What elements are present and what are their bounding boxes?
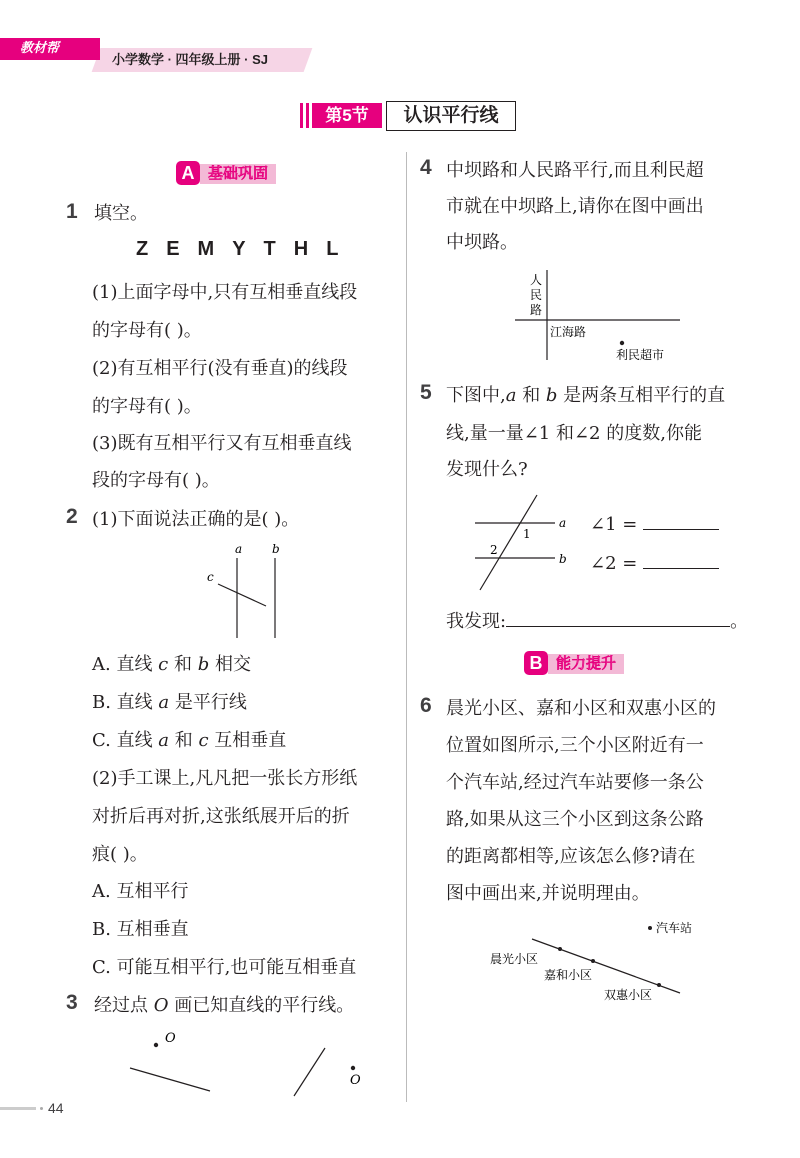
label-b: b <box>559 552 567 566</box>
section-title: 认识平行线 <box>386 101 516 131</box>
q2-lines-figure <box>200 538 290 642</box>
store-point <box>620 341 624 345</box>
station-point <box>648 926 652 930</box>
q6-line: 个汽车站,经过汽车站要修一条公 <box>446 772 704 793</box>
community-3-label: 双惠小区 <box>604 988 653 1002</box>
q5-number: 5 <box>420 381 432 404</box>
label-a: a <box>559 516 567 530</box>
q2-part1: (1)下面说法正确的是( )。 <box>92 509 300 530</box>
footer-bar <box>0 1107 36 1110</box>
community-1-point <box>558 947 562 951</box>
q4-line: 市就在中坝路上,请你在图中画出 <box>446 196 704 217</box>
part-a-letter: A <box>176 161 200 185</box>
q1-line: (1)上面字母中,只有互相垂直线段 <box>92 282 358 303</box>
q2-option: C. 可能互相平行,也可能互相垂直 <box>92 957 357 978</box>
store-label: 利民超市 <box>616 348 665 362</box>
point-o-2 <box>351 1066 355 1070</box>
q1-stem: 填空。 <box>94 203 148 224</box>
community-2-label: 嘉和小区 <box>544 968 593 982</box>
q2-part2-line: (2)手工课上,凡凡把一张长方形纸 <box>92 768 358 789</box>
station-label: 汽车站 <box>656 921 693 935</box>
q4-number: 4 <box>420 156 432 179</box>
q1-line: (3)既有互相平行又有互相垂直线 <box>92 433 352 454</box>
q1-line: (2)有互相平行(没有垂直)的线段 <box>92 358 348 379</box>
q2-part2-line: 痕( )。 <box>92 844 148 865</box>
section-number: 第5节 <box>312 103 382 128</box>
q1-letters: ZEMYTHL <box>136 238 357 260</box>
label-b: b <box>272 542 280 556</box>
answer-blank-1[interactable] <box>643 529 719 530</box>
given-line-1 <box>130 1068 210 1091</box>
q3-stem: 经过点 O 画已知直线的平行线。 <box>94 995 355 1016</box>
q1-line: 段的字母有( )。 <box>92 470 220 491</box>
q3-figure <box>120 1024 370 1099</box>
q6-line: 的距离都相等,应该怎么修?请在 <box>446 846 696 867</box>
q4-line: 中坝路和人民路平行,而且利民超 <box>446 160 704 181</box>
column-divider <box>406 152 407 1102</box>
part-b-letter: B <box>524 651 548 675</box>
q2-option: A. 互相平行 <box>92 881 189 902</box>
q4-line: 中坝路。 <box>446 232 518 253</box>
q6-number: 6 <box>420 694 432 717</box>
q2-part2-line: 对折后再对折,这张纸展开后的折 <box>92 806 350 827</box>
road-renmin-label: 人 <box>530 273 543 287</box>
community-2-point <box>591 959 595 963</box>
answer-blank-2[interactable] <box>643 568 719 569</box>
road-renmin-label: 路 <box>530 303 543 317</box>
q6-line: 图中画出来,并说明理由。 <box>446 883 650 904</box>
community-1-label: 晨光小区 <box>490 952 539 966</box>
point-o-label: O <box>350 1073 361 1088</box>
q1-number: 1 <box>66 200 78 223</box>
part-a-label: 基础巩固 <box>200 164 276 184</box>
q2-option: A. 直线 c 和 b 相交 <box>92 654 251 675</box>
label-a: a <box>235 542 243 556</box>
page-number: 44 <box>48 1100 64 1116</box>
part-b-badge <box>524 652 654 674</box>
point-o-label: O <box>165 1031 176 1046</box>
given-line-2 <box>294 1048 325 1096</box>
point-o-1 <box>154 1043 158 1047</box>
q4-map <box>510 268 690 368</box>
road-jianghai-label: 江海路 <box>550 325 587 339</box>
q5-answer-2: ∠2 = <box>590 552 719 576</box>
section-deco-bar <box>300 103 303 128</box>
q5-finding: 我发现: 。 <box>446 611 749 632</box>
q2-option: B. 直线 a 是平行线 <box>92 692 247 713</box>
label-c: c <box>207 570 214 584</box>
q6-line: 位置如图所示,三个小区附近有一 <box>446 735 704 756</box>
header-tag: 教材帮 <box>20 41 60 56</box>
q5-answer-1: ∠1 = <box>590 513 719 537</box>
header-book-title: 小学数学 · 四年级上册 · SJ <box>112 52 269 67</box>
q5-line: 线,量一量∠1 和∠2 的度数,你能 <box>446 423 702 444</box>
road-renmin-label: 民 <box>530 288 543 302</box>
part-a-badge <box>176 162 306 184</box>
finding-blank[interactable] <box>506 626 730 627</box>
q2-number: 2 <box>66 505 78 528</box>
angle-1-label: 1 <box>523 527 531 541</box>
q5-line: 发现什么? <box>446 459 528 480</box>
section-deco-bar <box>306 103 309 128</box>
angle-2-label: 2 <box>490 543 498 557</box>
q1-line: 的字母有( )。 <box>92 320 202 341</box>
part-b-label: 能力提升 <box>548 654 624 674</box>
q1-line: 的字母有( )。 <box>92 396 202 417</box>
q6-line: 晨光小区、嘉和小区和双惠小区的 <box>446 698 716 719</box>
community-3-point <box>657 983 661 987</box>
q6-map <box>480 915 720 1010</box>
q3-number: 3 <box>66 991 78 1014</box>
q2-option: C. 直线 a 和 c 互相垂直 <box>92 730 287 751</box>
q5-line: 下图中,a 和 b 是两条互相平行的直 <box>446 385 726 406</box>
footer-dot <box>40 1107 43 1110</box>
line-c <box>218 584 266 606</box>
q5-figure <box>470 490 580 600</box>
transversal <box>480 495 537 590</box>
q6-line: 路,如果从这三个小区到这条公路 <box>446 809 704 830</box>
q2-option: B. 互相垂直 <box>92 919 189 940</box>
